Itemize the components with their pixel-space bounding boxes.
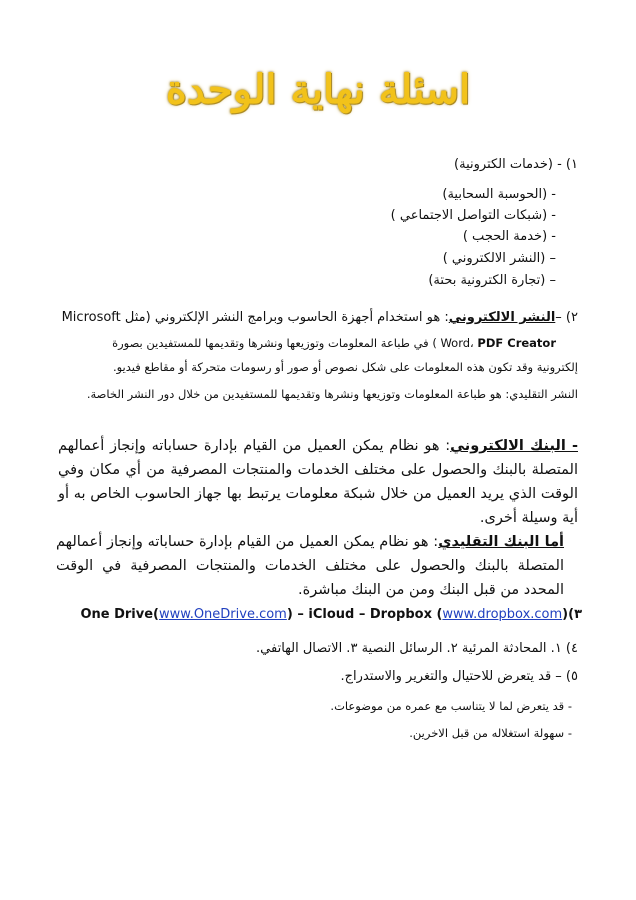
onedrive-label: One Drive(: [80, 607, 159, 622]
electronic-bank-paragraph: [58, 434, 578, 530]
q1-item: – (تجارة الكترونية بحتة): [428, 273, 556, 288]
q2-word: Word،: [440, 336, 478, 350]
q3-line: [80, 606, 582, 624]
traditional-bank-definition: : هو نظام يمكن العميل من القيام بإدارة حساباته وإنجاز أعمالهم المتصلة بالبنك والحصول على مختلف الخدمات والمنتجات المصرفية في الوقت المحدد من قبل البنك ومن من البنك مباشرة.: [56, 534, 564, 598]
q2-number: ٢) –: [555, 310, 578, 325]
q3-separator: –: [354, 607, 370, 622]
q2-traditional: النشر التقليدي: هو طباعة المعلومات وتوزيعها ونشرها وتقديمها للمستفيدين من خلال دور النشر الخاصة.: [86, 387, 578, 401]
q2-definition: : هو استخدام أجهزة الحاسوب وبرامج النشر الإلكتروني (مثل Microsoft: [61, 310, 449, 325]
q1-item: – (النشر الالكتروني ): [442, 251, 556, 266]
q2-line1: [62, 309, 578, 327]
q3-services: [80, 607, 562, 622]
page-title: اسئلة نهاية الوحدة: [165, 66, 471, 113]
q5-line: ٥) – قد يتعرض للاحتيال والتغرير والاستدراج.: [340, 669, 578, 684]
q2-pdf-creator: PDF Creator: [477, 336, 556, 350]
q1-item: - (شبكات التواصل الاجتماعي ): [390, 208, 556, 223]
q5-line: - قد يتعرض لما لا يتناسب مع عمره من موضوعات.: [330, 699, 572, 713]
q1-heading: ١) - (خدمات الكترونية): [454, 157, 578, 172]
dropbox-link[interactable]: www.dropbox.com: [442, 607, 563, 622]
q2-line2-text: ) في طباعة المعلومات وتوزيعها ونشرها وتقديمها للمستفيدين بصورة: [112, 336, 441, 350]
q1-item: - (خدمة الحجب ): [462, 229, 556, 244]
onedrive-link[interactable]: www.OneDrive.com: [158, 607, 287, 622]
traditional-bank-term: أما البنك التقليدي: [438, 534, 565, 550]
electronic-bank-definition: : هو نظام يمكن العميل من القيام بإدارة حساباته وإنجاز أعمالهم المتصلة بالبنك والحصول على مختلف الخدمات والمنتجات المصرفية من أي مكان وفي الوقت الذي يريد العميل من خلال شبكة معلومات يرتبط بها جهاز الحاسوب الخاص به أو أية وسيلة أخرى.: [58, 438, 578, 526]
q2-term: النشر الالكتروني: [448, 310, 556, 325]
q5-line: - سهولة استغلاله من قبل الاخرين.: [409, 726, 572, 740]
dropbox-label: Dropbox (: [369, 607, 443, 622]
q3-separator: –: [292, 607, 309, 622]
traditional-bank-paragraph: [56, 530, 564, 602]
q2-line3: إلكترونية وقد تكون هذه المعلومات على شكل نصوص أو صور أو رسومات متحركة أو مقاطع فيديو.: [112, 360, 578, 374]
q4-line: ٤) ١. المحادثة المرئية ٢. الرسائل النصية ٣. الاتصال الهاتفي.: [256, 641, 578, 656]
q3-close: ): [286, 607, 293, 622]
q2-line2: [112, 334, 556, 352]
q1-item: - (الحوسبة السحابية): [442, 187, 556, 202]
q3-number: ٣)(: [562, 607, 582, 622]
icloud-label: iCloud: [308, 607, 355, 622]
electronic-bank-term: - البنك الالكتروني: [450, 438, 578, 454]
